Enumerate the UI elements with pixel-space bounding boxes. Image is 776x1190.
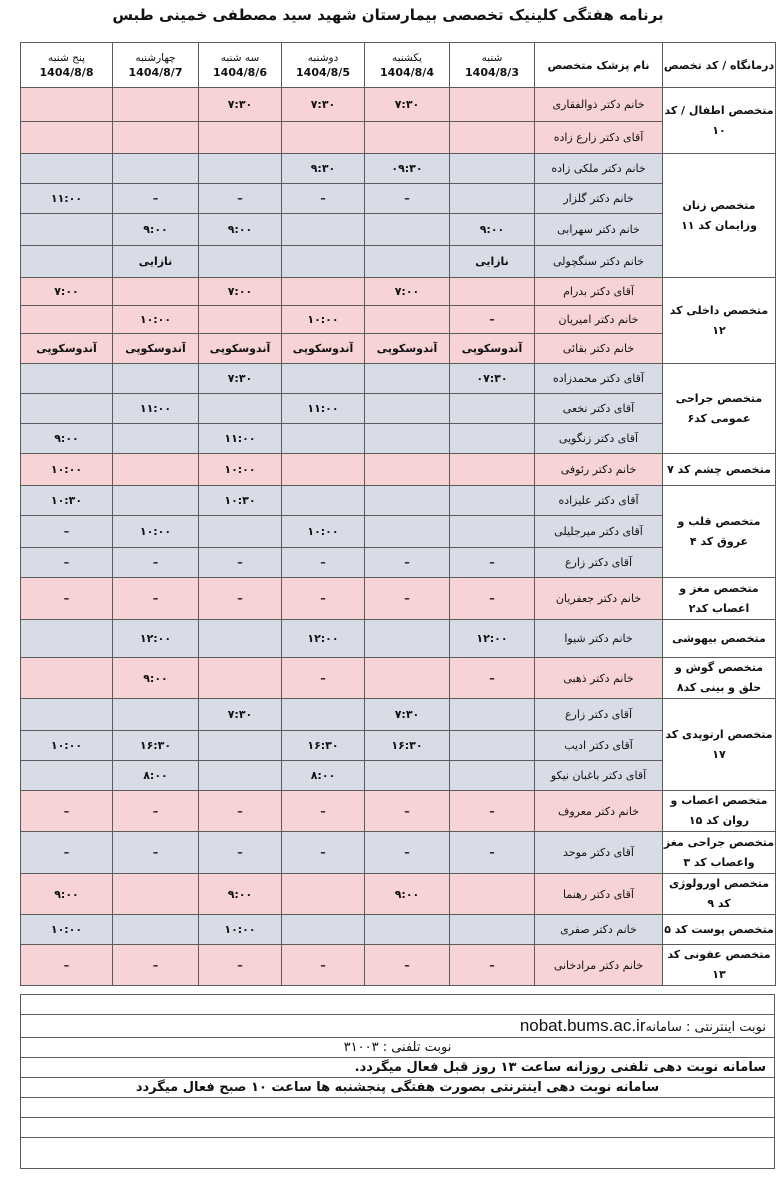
time-cell xyxy=(199,122,282,154)
table-row xyxy=(21,658,776,699)
time-cell: – xyxy=(365,578,450,620)
time-cell xyxy=(21,122,113,154)
day-header: پنج شنبه 1404/8/8 xyxy=(21,43,113,88)
time-cell: ۷:۳۰ xyxy=(365,699,450,731)
footer-blank xyxy=(21,1098,775,1118)
time-cell: ۹:۰۰ xyxy=(199,874,282,915)
time-cell: نازایی xyxy=(113,246,199,278)
time-cell: ۱۱:۰۰ xyxy=(113,394,199,424)
time-cell xyxy=(365,306,450,334)
time-cell: ۱۰:۰۰ xyxy=(282,306,365,334)
doctor-name-cell: آقای دکتر باغبان نیکو xyxy=(535,761,663,791)
time-cell: – xyxy=(21,832,113,874)
page-title: برنامه هفتگی کلینیک تخصصی بیمارستان شهید سید مصطفی خمینی طبس xyxy=(112,6,664,24)
table-row xyxy=(21,154,776,184)
specialty-cell: متخصص داخلی کد ۱۲ xyxy=(663,278,776,364)
time-cell xyxy=(365,214,450,246)
doctor-name-cell: آقای دکتر محمدزاده xyxy=(535,364,663,394)
time-cell xyxy=(450,699,535,731)
time-cell xyxy=(450,184,535,214)
time-cell: ۱۰:۳۰ xyxy=(21,486,113,516)
time-cell: – xyxy=(450,658,535,699)
time-cell: ۷:۳۰ xyxy=(199,364,282,394)
time-cell xyxy=(450,486,535,516)
time-cell xyxy=(450,122,535,154)
time-cell xyxy=(365,424,450,454)
time-cell xyxy=(113,122,199,154)
table-row xyxy=(21,306,776,334)
time-cell: – xyxy=(199,832,282,874)
time-cell: – xyxy=(21,578,113,620)
time-cell xyxy=(282,214,365,246)
specialty-cell: متخصص اورولوژی کد ۹ xyxy=(663,874,776,915)
time-cell: ۱۲:۰۰ xyxy=(113,620,199,658)
specialty-cell: متخصص بیهوشی xyxy=(663,620,776,658)
time-cell xyxy=(365,246,450,278)
time-cell: ۱۰:۰۰ xyxy=(199,915,282,945)
time-cell: ۹:۰۰ xyxy=(199,214,282,246)
time-cell: – xyxy=(199,548,282,578)
time-cell: ۹:۰۰ xyxy=(450,214,535,246)
table-row xyxy=(21,122,776,154)
time-cell xyxy=(113,699,199,731)
time-cell: ۷:۰۰ xyxy=(199,278,282,306)
specialty-cell: متخصص گوش و حلق و بینی کد۸ xyxy=(663,658,776,699)
specialty-cell: متخصص اطفال / کد ۱۰ xyxy=(663,88,776,154)
time-cell: ۱۱:۰۰ xyxy=(21,184,113,214)
table-row xyxy=(21,486,776,516)
time-cell: – xyxy=(21,791,113,832)
doctor-name-cell: خانم دکتر سنگچولی xyxy=(535,246,663,278)
time-cell: ۱۰:۰۰ xyxy=(113,516,199,548)
table-row xyxy=(21,874,776,915)
time-cell: – xyxy=(21,548,113,578)
specialty-cell: متخصص ارتوپدی کد ۱۷ xyxy=(663,699,776,791)
table-row xyxy=(21,791,776,832)
time-cell: – xyxy=(113,791,199,832)
time-cell xyxy=(113,154,199,184)
time-cell xyxy=(365,915,450,945)
time-cell: ۹:۰۰ xyxy=(365,874,450,915)
table-row xyxy=(21,278,776,306)
time-cell: – xyxy=(113,945,199,986)
time-cell xyxy=(113,88,199,122)
time-cell: ۱۰:۰۰ xyxy=(113,306,199,334)
doctor-name-cell: خانم دکتر مرادخانی xyxy=(535,945,663,986)
time-cell xyxy=(113,915,199,945)
time-cell: آندوسکوپی xyxy=(199,334,282,364)
doctor-name-cell: خانم دکتر رئوفی xyxy=(535,454,663,486)
doctor-name-cell: خانم دکتر معروف xyxy=(535,791,663,832)
time-cell xyxy=(113,364,199,394)
clinic-header: درمانگاه / کد تخصص xyxy=(663,43,776,88)
time-cell: ۱۰:۰۰ xyxy=(21,454,113,486)
day-header: سه شنبه 1404/8/6 xyxy=(199,43,282,88)
time-cell: – xyxy=(365,945,450,986)
time-cell: – xyxy=(450,548,535,578)
time-cell: ۷:۳۰ xyxy=(282,88,365,122)
doctor-name-cell: خانم دکتر صفری xyxy=(535,915,663,945)
doctor-name-cell: خانم دکتر امیریان xyxy=(535,306,663,334)
time-cell xyxy=(21,364,113,394)
specialty-cell: متخصص مغز و اعصاب کد۲ xyxy=(663,578,776,620)
table-row xyxy=(21,454,776,486)
time-cell xyxy=(450,516,535,548)
time-cell xyxy=(365,658,450,699)
time-cell: ۹:۰۰ xyxy=(21,874,113,915)
table-row xyxy=(21,548,776,578)
specialty-cell: متخصص قلب و عروق کد ۴ xyxy=(663,486,776,578)
time-cell xyxy=(21,214,113,246)
doctor-name-cell: آقای دکتر بدرام xyxy=(535,278,663,306)
doctor-name-cell: خانم دکتر سهرابی xyxy=(535,214,663,246)
time-cell xyxy=(450,915,535,945)
time-cell: ۸:۰۰ xyxy=(113,761,199,791)
time-cell: ۱۰:۰۰ xyxy=(21,731,113,761)
doctor-name-cell: آقای دکتر رهنما xyxy=(535,874,663,915)
doctor-name-cell: خانم دکتر ذهبی xyxy=(535,658,663,699)
time-cell: ۱۰:۰۰ xyxy=(21,915,113,945)
doctor-name-cell: آقای دکتر علیزاده xyxy=(535,486,663,516)
time-cell xyxy=(282,122,365,154)
day-header: یکشنبه 1404/8/4 xyxy=(365,43,450,88)
time-cell xyxy=(365,620,450,658)
time-cell: – xyxy=(365,184,450,214)
time-cell: آندوسکوپی xyxy=(113,334,199,364)
table-row xyxy=(21,915,776,945)
time-cell xyxy=(199,306,282,334)
time-cell: – xyxy=(113,832,199,874)
doctor-name-cell: آقای دکتر ادیب xyxy=(535,731,663,761)
table-row xyxy=(21,424,776,454)
specialty-cell: متخصص جراحی عمومی کد۶ xyxy=(663,364,776,454)
doctor-name-cell: خانم دکتر ملکی زاده xyxy=(535,154,663,184)
time-cell xyxy=(21,306,113,334)
time-cell xyxy=(282,699,365,731)
doctor-name-cell: آقای دکتر نخعی xyxy=(535,394,663,424)
time-cell: آندوسکوپی xyxy=(450,334,535,364)
time-cell: – xyxy=(282,832,365,874)
time-cell xyxy=(282,874,365,915)
time-cell xyxy=(450,761,535,791)
time-cell xyxy=(450,874,535,915)
table-row xyxy=(21,364,776,394)
time-cell: ۱۶:۳۰ xyxy=(365,731,450,761)
time-cell xyxy=(21,620,113,658)
table-row xyxy=(21,731,776,761)
time-cell: ۱۶:۳۰ xyxy=(282,731,365,761)
time-cell xyxy=(450,454,535,486)
time-cell xyxy=(282,364,365,394)
time-cell xyxy=(199,516,282,548)
specialty-cell: متخصص زنان وزایمان کد ۱۱ xyxy=(663,154,776,278)
table-row xyxy=(21,699,776,731)
time-cell: – xyxy=(282,791,365,832)
specialty-cell: متخصص اعصاب و روان کد ۱۵ xyxy=(663,791,776,832)
time-cell xyxy=(450,731,535,761)
time-cell: ۱۰:۳۰ xyxy=(199,486,282,516)
time-cell xyxy=(450,424,535,454)
time-cell xyxy=(199,246,282,278)
table-row xyxy=(21,184,776,214)
table-row xyxy=(21,394,776,424)
time-cell: – xyxy=(199,578,282,620)
time-cell: ۹:۳۰ xyxy=(282,154,365,184)
time-cell: ۱۰:۰۰ xyxy=(282,516,365,548)
table-row xyxy=(21,620,776,658)
time-cell: ۹:۰۰ xyxy=(113,658,199,699)
footer-blank xyxy=(21,1138,775,1169)
time-cell xyxy=(199,658,282,699)
time-cell xyxy=(450,394,535,424)
time-cell: – xyxy=(282,184,365,214)
doctor-name-cell: آقای دکتر زارع xyxy=(535,699,663,731)
time-cell: ۱۱:۰۰ xyxy=(199,424,282,454)
doctor-name-cell: آقای دکتر زنگویی xyxy=(535,424,663,454)
table-row xyxy=(21,945,776,986)
table-row xyxy=(21,246,776,278)
time-cell xyxy=(21,246,113,278)
time-cell: ۸:۰۰ xyxy=(282,761,365,791)
day-header: دوشنبه 1404/8/5 xyxy=(282,43,365,88)
time-cell: ۰۹:۳۰ xyxy=(365,154,450,184)
table-row xyxy=(21,578,776,620)
time-cell xyxy=(365,516,450,548)
time-cell xyxy=(365,454,450,486)
time-cell xyxy=(113,454,199,486)
time-cell xyxy=(450,88,535,122)
footer-table xyxy=(20,994,775,1169)
time-cell: ۹:۰۰ xyxy=(113,214,199,246)
time-cell xyxy=(282,424,365,454)
table-row xyxy=(21,516,776,548)
doctor-name-cell: خانم دکتر بقائی xyxy=(535,334,663,364)
time-cell: ۷:۳۰ xyxy=(199,88,282,122)
day-header: چهارشنبه 1404/8/7 xyxy=(113,43,199,88)
time-cell xyxy=(113,486,199,516)
time-cell: ۰۷:۳۰ xyxy=(450,364,535,394)
specialty-cell: متخصص عفونی کد ۱۳ xyxy=(663,945,776,986)
time-cell: ۱۰:۰۰ xyxy=(199,454,282,486)
table-row xyxy=(21,761,776,791)
time-cell xyxy=(450,154,535,184)
specialty-cell: متخصص پوست کد ۵ xyxy=(663,915,776,945)
time-cell: – xyxy=(113,578,199,620)
time-cell: آندوسکوپی xyxy=(365,334,450,364)
header-row xyxy=(21,43,776,88)
footer-blank xyxy=(21,1118,775,1138)
time-cell: – xyxy=(450,306,535,334)
doctor-header: نام پزشک متخصص xyxy=(535,43,663,88)
time-cell xyxy=(365,122,450,154)
table-row xyxy=(21,832,776,874)
time-cell xyxy=(21,88,113,122)
time-cell: ۱۲:۰۰ xyxy=(282,620,365,658)
time-cell: – xyxy=(21,945,113,986)
specialty-cell: متخصص جراحی مغز واعصاب کد ۳ xyxy=(663,832,776,874)
time-cell: ۱۱:۰۰ xyxy=(282,394,365,424)
time-cell: – xyxy=(199,791,282,832)
time-cell: – xyxy=(365,791,450,832)
time-cell: ۱۶:۳۰ xyxy=(113,731,199,761)
time-cell xyxy=(199,761,282,791)
phone-booking-line: نوبت تلفنی : ۳۱۰۰۳ xyxy=(21,1038,775,1058)
time-cell: – xyxy=(365,548,450,578)
doctor-name-cell: آقای دکتر موحد xyxy=(535,832,663,874)
time-cell: – xyxy=(450,791,535,832)
doctor-name-cell: آقای دکتر میرجلیلی xyxy=(535,516,663,548)
time-cell xyxy=(282,278,365,306)
schedule-table xyxy=(20,42,776,986)
doctor-name-cell: خانم دکتر شیوا xyxy=(535,620,663,658)
time-cell xyxy=(282,454,365,486)
time-cell xyxy=(282,486,365,516)
time-cell: نازایی xyxy=(450,246,535,278)
doctor-name-cell: خانم دکتر گلزار xyxy=(535,184,663,214)
time-cell xyxy=(21,761,113,791)
time-cell xyxy=(282,246,365,278)
time-cell: – xyxy=(282,658,365,699)
time-cell: ۷:۰۰ xyxy=(21,278,113,306)
time-cell: – xyxy=(282,548,365,578)
time-cell: – xyxy=(113,548,199,578)
time-cell xyxy=(365,394,450,424)
online-booking-line: نوبت اینترنتی : سامانهnobat.bums.ac.ir xyxy=(21,1015,775,1038)
online-note: سامانه نوبت دهی اینترنتی بصورت هفتگی پنجشنبه ها ساعت ۱۰ صبح فعال میگردد xyxy=(21,1078,775,1098)
specialty-cell: متخصص چشم کد ۷ xyxy=(663,454,776,486)
day-header: شنبه 1404/8/3 xyxy=(450,43,535,88)
time-cell xyxy=(282,915,365,945)
time-cell: – xyxy=(113,184,199,214)
doctor-name-cell: آقای دکتر زارع xyxy=(535,548,663,578)
table-row xyxy=(21,88,776,122)
phone-note: سامانه نوبت دهی تلفنی روزانه ساعت ۱۳ روز قبل فعال میگردد. xyxy=(21,1058,775,1078)
time-cell xyxy=(21,699,113,731)
time-cell xyxy=(450,278,535,306)
time-cell: آندوسکوپی xyxy=(21,334,113,364)
online-booking-url[interactable]: nobat.bums.ac.ir xyxy=(519,1016,646,1035)
time-cell xyxy=(21,154,113,184)
time-cell xyxy=(365,761,450,791)
time-cell: ۷:۰۰ xyxy=(365,278,450,306)
time-cell xyxy=(365,364,450,394)
doctor-name-cell: خانم دکتر جعفریان xyxy=(535,578,663,620)
time-cell: آندوسکوپی xyxy=(282,334,365,364)
time-cell: ۷:۳۰ xyxy=(199,699,282,731)
time-cell: – xyxy=(365,832,450,874)
time-cell: – xyxy=(282,945,365,986)
time-cell xyxy=(21,394,113,424)
time-cell xyxy=(21,658,113,699)
time-cell xyxy=(199,731,282,761)
time-cell: ۹:۰۰ xyxy=(21,424,113,454)
time-cell: – xyxy=(21,516,113,548)
time-cell xyxy=(199,394,282,424)
footer-blank xyxy=(21,995,775,1015)
time-cell: – xyxy=(199,945,282,986)
time-cell: – xyxy=(450,832,535,874)
time-cell: – xyxy=(450,945,535,986)
doctor-name-cell: آقای دکتر زارع زاده xyxy=(535,122,663,154)
time-cell: – xyxy=(282,578,365,620)
time-cell xyxy=(113,874,199,915)
time-cell: – xyxy=(199,184,282,214)
time-cell xyxy=(113,278,199,306)
table-row xyxy=(21,334,776,364)
time-cell: ۱۲:۰۰ xyxy=(450,620,535,658)
time-cell xyxy=(199,154,282,184)
time-cell: ۷:۳۰ xyxy=(365,88,450,122)
time-cell xyxy=(199,620,282,658)
doctor-name-cell: خانم دکتر ذوالفقاری xyxy=(535,88,663,122)
time-cell: – xyxy=(450,578,535,620)
time-cell xyxy=(365,486,450,516)
table-row xyxy=(21,214,776,246)
time-cell xyxy=(113,424,199,454)
